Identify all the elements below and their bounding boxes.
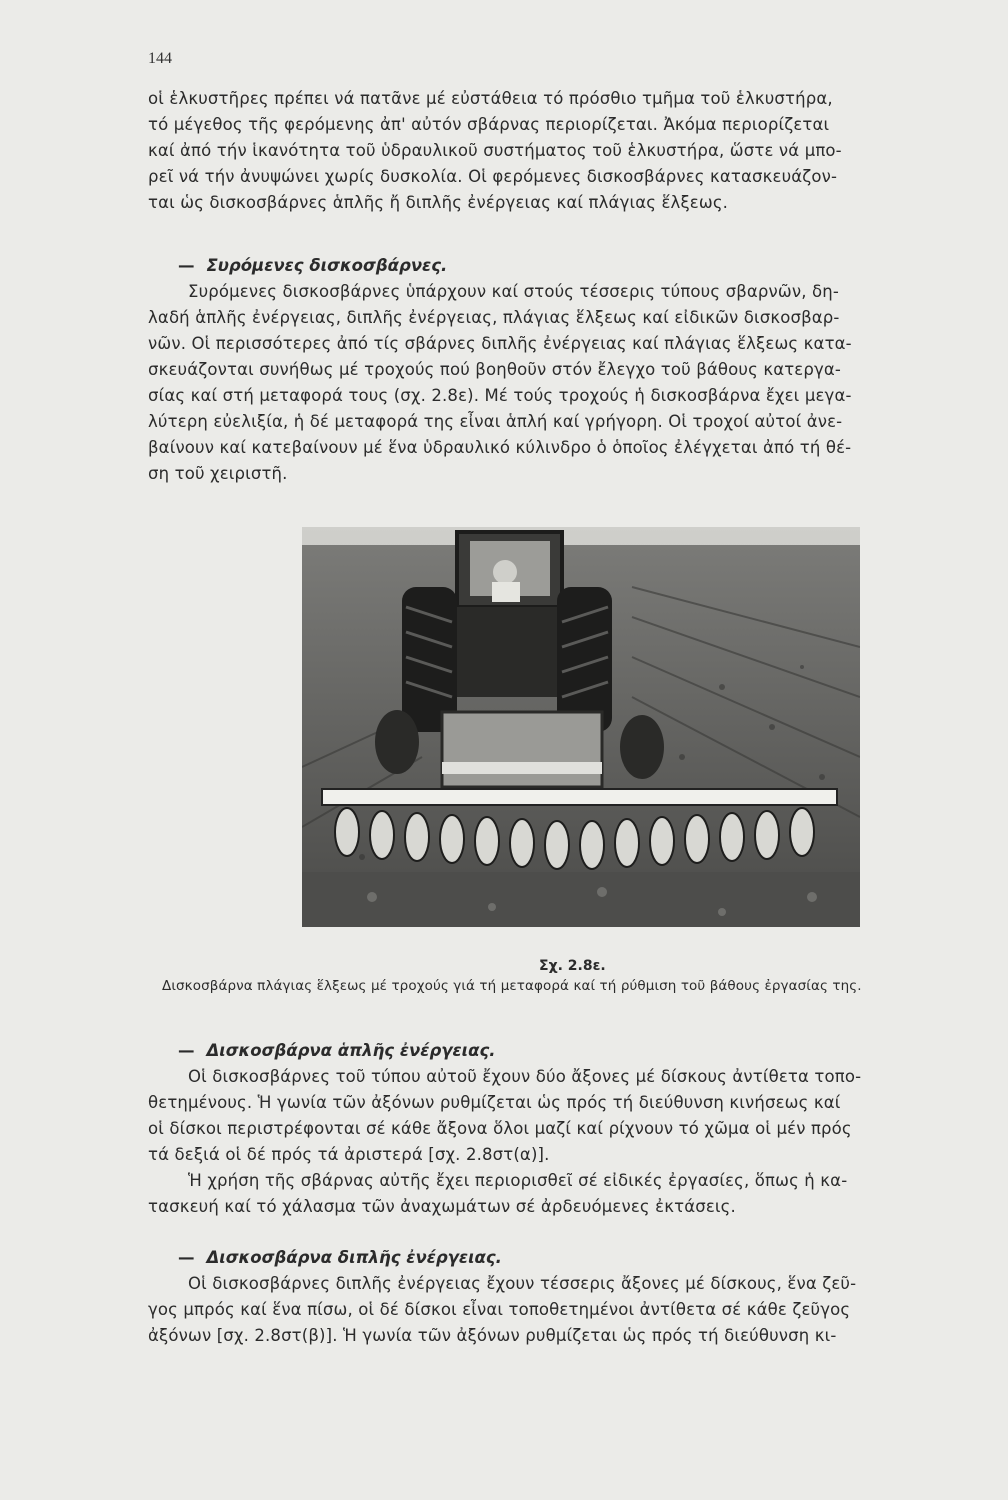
- text-line: λύτερη εὐελιξία, ἡ δέ μεταφορά της εἶναι ἁπλή καί γρήγορη. Οἱ τροχοί αὐτοί ἀνε-: [148, 412, 843, 431]
- text-line: τό μέγεθος τῆς φερόμενης ἀπ' αὐτόν σβάρνας περιορίζεται. Ἀκόμα περιορίζεται: [148, 115, 830, 134]
- text-line: λαδή ἁπλῆς ἐνέργειας, διπλῆς ἐνέργειας, πλάγιας ἕλξεως καί εἰδικῶν δισκοσβαρ-: [148, 308, 840, 327]
- text-line: σίας καί στή μεταφορά τους (σχ. 2.8ε). Μέ τούς τροχούς ἡ δισκοσβάρνα ἔχει μεγα-: [148, 386, 852, 405]
- figure-caption: Δισκοσβάρνα πλάγιας ἕλξεως μέ τροχούς γιά τή μεταφορά καί τή ρύθμιση τοῦ βάθους ἐργασίας της.: [162, 978, 862, 994]
- text-line: ται ὡς δισκοσβάρνες ἁπλῆς ἤ διπλῆς ἐνέργειας καί πλάγιας ἕλξεως.: [148, 193, 729, 212]
- text-line: τασκευή καί τό χάλασμα τῶν ἀναχωμάτων σέ ἀρδευόμενες ἐκτάσεις.: [148, 1197, 736, 1216]
- text-line: καί ἀπό τήν ἱκανότητα τοῦ ὑδραυλικοῦ συστήματος τοῦ ἑλκυστήρα, ὥστε νά μπο-: [148, 141, 842, 160]
- text-line: Ἡ χρήση τῆς σβάρνας αὐτῆς ἔχει περιορισθεῖ σέ εἰδικές ἐργασίες, ὅπως ἡ κα-: [188, 1171, 848, 1190]
- text-line: ση τοῦ χειριστῆ.: [148, 464, 288, 483]
- section-heading: — Δισκοσβάρνα ἁπλῆς ἐνέργειας.: [178, 1041, 496, 1060]
- text-line: οἱ ἑλκυστῆρες πρέπει νά πατᾶνε μέ εὐστάθεια τό πρόσθιο τμῆμα τοῦ ἑλκυστήρα,: [148, 89, 833, 108]
- text-line: θετημένους. Ἡ γωνία τῶν ἀξόνων ρυθμίζεται ὡς πρός τή διεύθυνση κινήσεως καί: [148, 1093, 841, 1112]
- section-heading: — Συρόμενες δισκοσβάρνες.: [178, 256, 448, 275]
- text-line: τά δεξιά οἱ δέ πρός τά ἀριστερά [σχ. 2.8στ(α)].: [148, 1145, 550, 1164]
- intro-paragraph: [148, 86, 978, 216]
- text-line: οἱ δίσκοι περιστρέφονται σέ κάθε ἄξονα ὅλοι μαζί καί ρίχνουν τό χῶμα οἱ μέν πρός: [148, 1119, 852, 1138]
- text-line: γος μπρός καί ἕνα πίσω, οἱ δέ δίσκοι εἶναι τοποθετημένοι ἀντίθετα σέ κάθε ζεῦγος: [148, 1300, 851, 1319]
- text-line: Συρόμενες δισκοσβάρνες ὑπάρχουν καί στούς τέσσερις τύπους σβαρνῶν, δη-: [188, 282, 839, 301]
- text-line: σκευάζονται συνήθως μέ τροχούς πού βοηθοῦν στόν ἔλεγχο τοῦ βάθους κατεργα-: [148, 360, 842, 379]
- figure-photo-tractor-disc-harrow: [302, 527, 860, 927]
- text-line: Οἱ δισκοσβάρνες διπλῆς ἐνέργειας ἔχουν τέσσερις ἄξονες μέ δίσκους, ἕνα ζεῦ-: [188, 1274, 857, 1293]
- text-line: ρεῖ νά τήν ἀνυψώνει χωρίς δυσκολία. Οἱ φερόμενες δισκοσβάρνες κατασκευάζον-: [148, 167, 838, 186]
- text-line: Οἱ δισκοσβάρνες τοῦ τύπου αὐτοῦ ἔχουν δύο ἄξονες μέ δίσκους ἀντίθετα τοπο-: [188, 1067, 862, 1086]
- page-number: 144: [148, 50, 172, 67]
- section-double-action: [148, 1245, 978, 1349]
- section-single-action: [148, 1038, 978, 1220]
- section-heading: — Δισκοσβάρνα διπλῆς ἐνέργειας.: [178, 1248, 502, 1267]
- text-line: νῶν. Οἱ περισσότερες ἀπό τίς σβάρνες διπλῆς ἐνέργειας καί πλάγιας ἕλξεως κατα-: [148, 334, 852, 353]
- text-line: ἀξόνων [σχ. 2.8στ(β)]. Ἡ γωνία τῶν ἀξόνων ρυθμίζεται ὡς πρός τή διεύθυνση κι-: [148, 1326, 837, 1345]
- text-line: βαίνουν καί κατεβαίνουν μέ ἕνα ὑδραυλικό κύλινδρο ὁ ὁποῖος ἐλέγχεται ἀπό τή θέ-: [148, 438, 852, 457]
- section-trailed-harrows: [148, 253, 978, 487]
